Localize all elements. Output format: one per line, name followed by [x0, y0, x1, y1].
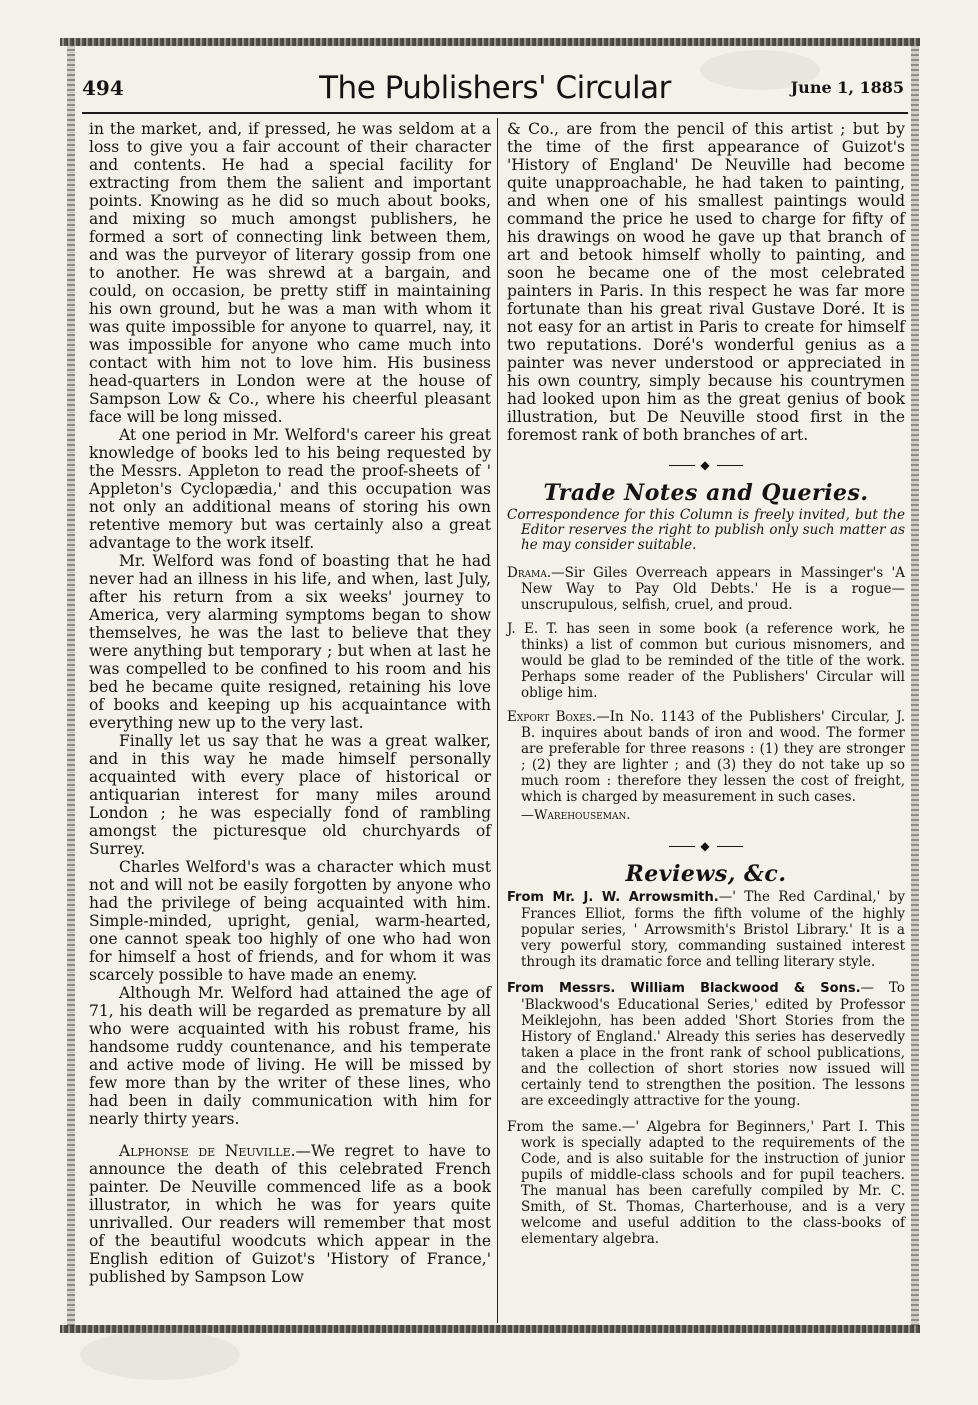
review-text: — To 'Blackwood's Educational Series,' edited by Professor Meiklejohn, has been added 'Short Stories from the History of England.' Already this series has deservedly taken a place in the front rank of school publications, and the collection of short stories now issued will certainly tend to strengthen the position. The lessons are exceedingly attractive for the young. [521, 980, 905, 1109]
review-text: —' Algebra for Beginners,' Part I. This work is specially adapted to the requirements of the Code, and is also suitable for the instruction of junior pupils of middle-class schools and for pupil teachers. The manual has been carefully compiled by Mr. C. Smith, of St. Thomas, Charterhouse, and is a very welcome and useful addition to the class-books of elementary algebra. [521, 1119, 906, 1247]
review-source: From Mr. J. W. Arrowsmith. [507, 890, 719, 905]
note-lead: Export Boxes. [507, 709, 597, 725]
paragraph: Charles Welford's was a character which must not and will not be easily forgotten by anyone who had the privilege of being acquainted with him. Simple-minded, upright, genial, warm-hearted, one cannot speak too highly of one who had won for himself a host of friends, and for whom it was scarcely possible to have made an enemy. [89, 858, 491, 984]
review-source: From Messrs. William Blackwood & Sons. [507, 981, 861, 996]
right-column [507, 120, 905, 1257]
note-signature: —Warehouseman. [521, 808, 631, 823]
section-title-trade-notes: Trade Notes and Queries. [543, 480, 869, 506]
neuville-text: —We regret to have to announce the death of this celebrated French painter. De Neuville commenced life as a book illustrator, in which he was for years quite unrivalled. Our readers will remember that most of the beautiful woodcuts which appear in the English edition of Guizot's 'History of France,' published by Sampson Low [89, 1142, 492, 1286]
issue-date: June 1, 1885 [790, 78, 904, 97]
right-margin-border [911, 46, 919, 1326]
header-rule [82, 112, 908, 114]
review-arrowsmith [507, 889, 905, 970]
publication-title: The Publishers' Circular [319, 70, 671, 106]
note-text: —In No. 1143 of the Publishers' Circular, J. B. inquires about bands of iron and wood. The former are preferable for three reasons : (1) they are stronger ; (2) they are lighter ; and (3) they do not take up so much room : therefore they lessen the cost of freight, which is charged by measurement in such cases. [521, 709, 905, 805]
note-text: —Sir Giles Overreach appears in Massinger's 'A New Way to Pay Old Debts.' He is a rogue—unscrupulous, selfish, cruel, and proud. [521, 565, 905, 613]
note-jet: J. E. T. has seen in some book (a reference work, he thinks) a list of common but curious misnomers, and would be glad to be reminded of the title of the work. Perhaps some reader of the Publishers' Circular will oblige him. [507, 621, 905, 701]
top-border-rule [60, 38, 920, 46]
review-blackwood [507, 980, 905, 1109]
paragraph: At one period in Mr. Welford's career his great knowledge of books led to his being requested by the Messrs. Appleton to read the proof-sheets of ' Appleton's Cyclopædia,' and this occupation was not only an additional means of storing his own retentive memory but was certainly also a great advantage to the work itself. [89, 426, 491, 552]
page-number: 494 [82, 76, 124, 100]
column-divider [497, 118, 498, 1323]
review-source: From the same. [507, 1119, 622, 1135]
section-title-reviews: Reviews, &c. [625, 861, 787, 887]
paragraph: Although Mr. Welford had attained the age of 71, his death will be regarded as premature by all who were acquainted with his robust frame, his handsome ruddy countenance, and his temperate and active mode of living. He will be missed by few more than by the writer of these lines, who had been in daily communication with him for nearly thirty years. [89, 984, 491, 1128]
review-algebra [507, 1119, 905, 1247]
paragraph: & Co., are from the pencil of this artist ; but by the time of the first appearance of Guizot's 'History of England' De Neuville had become quite unapproachable, he had taken to painting, and when one of his smallest paintings would command the price he used to charge for fifty of his drawings on wood he gave up that branch of art and betook himself wholly to painting, and soon he became one of the most celebrated painters in Paris. In this respect he was far more fortunate than his great rival Gustave Doré. It is not easy for an artist in Paris to create for himself two reputations. Doré's wonderful genius as a painter was never understood or appreciated in his own country, simply because his countrymen had looked upon him as the great genius of book illustration, but De Neuville stood first in the foremost rank of both branches of art. [507, 120, 905, 444]
review-text: —' The Red Cardinal,' by Frances Elliot, forms the fifth volume of the highly popular series, ' Arrowsmith's Bristol Library.' It is a very powerful story, commanding sustained interest through its dramatic force and telling literary style. [521, 889, 905, 970]
paragraph: Mr. Welford was fond of boasting that he had never had an illness in his life, and when, last July, after his return from a six weeks' journey to America, very alarming symptoms began to show themselves, he was the last to believe that they were anything but temporary ; but when at last he was compelled to be confined to his room and his bed he became quite resigned, retaining his love of books and keeping up his acquaintance with everything new up to the very last. [89, 552, 491, 732]
left-column [89, 120, 491, 1286]
ornament-divider: ◆ [507, 837, 905, 855]
note-export-boxes [507, 709, 905, 805]
paragraph: in the market, and, if pressed, he was seldom at a loss to give you a fair account of their character and contents. He had a special facility for extracting from them the salient and important points. Knowing as he did so much about books, and mixing so much amongst publishers, he formed a sort of connecting link between them, and was the purveyor of literary gossip from one to another. He was shrewd at a bargain, and could, on occasion, be pretty stiff in maintaining his own ground, but he was a man with whom it was quite impossible for anyone to quarrel, nay, it was impossible for anyone who came much into contact with him not to love him. His business head-quarters in London were at the house of Sampson Low & Co., where his cheerful pleasant face will be long missed. [89, 120, 491, 426]
paragraph: Finally let us say that he was a great walker, and in this way he made himself personally acquainted with every place of historical or antiquarian interest for many miles around London ; he was especially fond of rambling amongst the picturesque old churchyards of Surrey. [89, 732, 491, 858]
paper-stain [700, 50, 820, 90]
note-drama [507, 565, 905, 613]
note-lead: Drama. [507, 565, 552, 581]
section-intro: Correspondence for this Column is freely invited, but the Editor reserves the right to publish only such matter as he may consider suitable. [507, 507, 905, 553]
neuville-lead: Alphonse de Neuville. [119, 1142, 296, 1160]
ornament-divider: ◆ [507, 456, 905, 474]
paper-stain [80, 1330, 240, 1380]
left-margin-border [67, 46, 75, 1326]
neuville-paragraph [89, 1142, 491, 1286]
